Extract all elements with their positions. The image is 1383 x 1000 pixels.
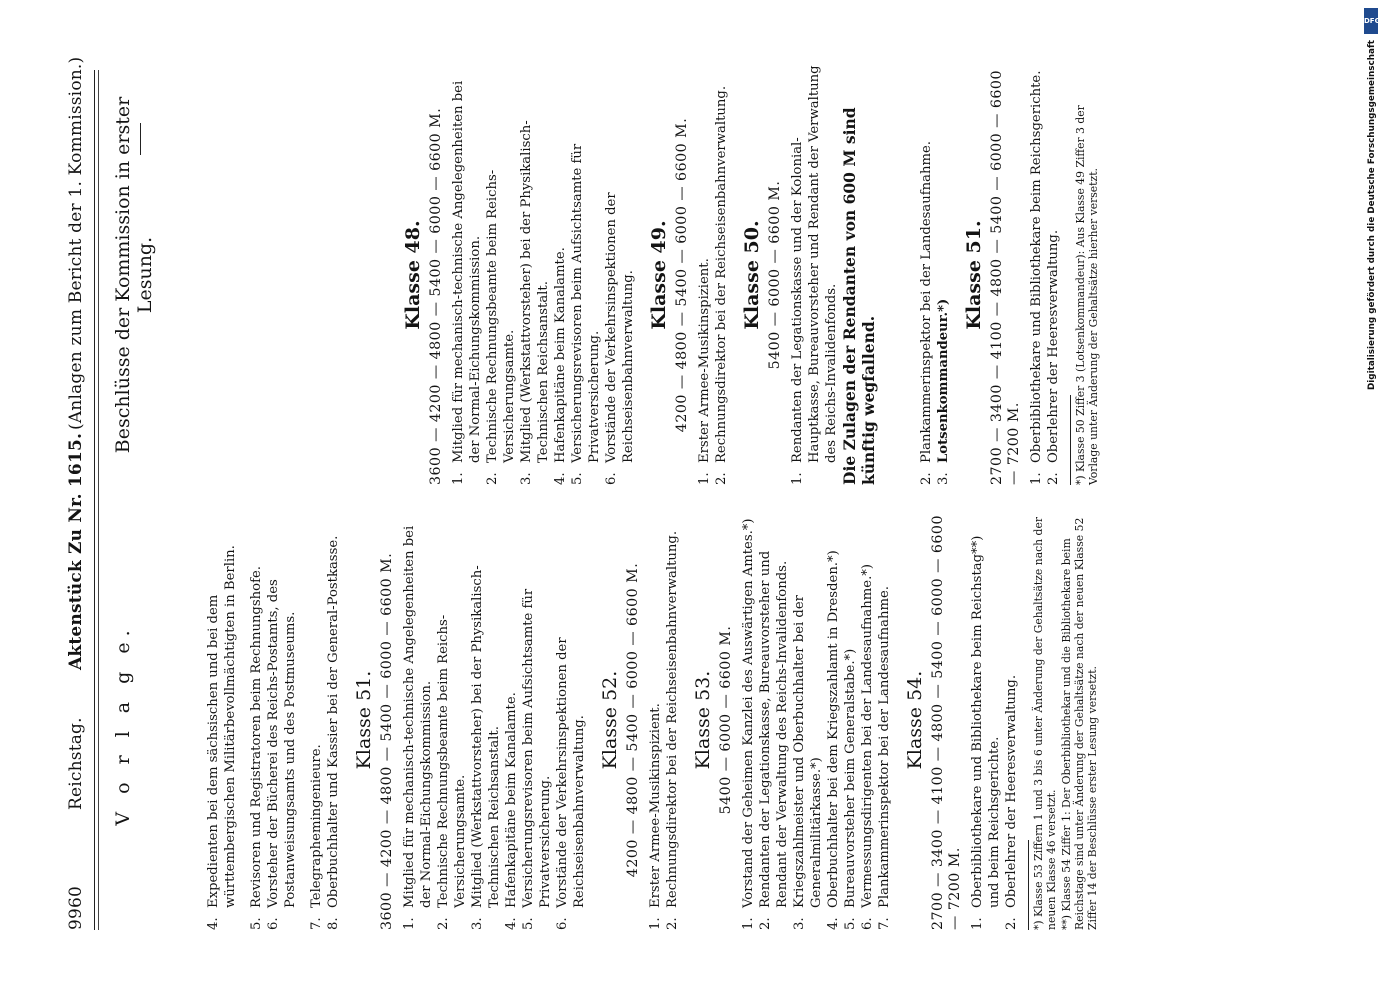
list-item: 2. Rendanten der Legationskasse, Bureauvorsteher und Rendant der Verwaltung des Reichs-Invalidenfonds. xyxy=(758,550,790,930)
running-header xyxy=(60,56,92,930)
list-item: 1. Rendanten der Legationskasse und der Kolonial-Hauptkasse, Bureauvorsteher und Rendant der Verwaltung des Reichs-Invalidenfonds. xyxy=(790,65,839,485)
dfg-watermark xyxy=(1364,8,1381,391)
list-item: 4. Hafenkapitäne beim Kanalamte. xyxy=(504,692,519,930)
list-item: 5. Bureauvorsteher beim Generalstabe.*) xyxy=(843,648,858,930)
list-item: 6. Vermessungsdirigenten bei der Landesaufnahme.*) xyxy=(860,563,875,930)
section-title: Klasse 48. xyxy=(402,220,424,330)
list-item: 4. Expedienten bei dem sächsischen und bei dem württembergischen Militärbevollmächtigten in Berlin. xyxy=(206,545,238,930)
list-item: 3. Mitglied (Werkstattvorsteher) bei der Physikalisch-Technischen Reichsanstalt. xyxy=(519,120,551,485)
header-rule xyxy=(94,70,95,930)
page-number: 9960 xyxy=(66,885,86,930)
list-item: 3. Mitglied (Werkstattvorsteher) bei der Physikalisch-Technischen Reichsanstalt. xyxy=(470,565,502,930)
list-item: 2. Rechnungsdirektor bei der Reichseisenbahnverwaltung. xyxy=(665,530,680,930)
list-item: 6. Vorstände der Verkehrsinspektionen der Reichseisenbahnverwaltung. xyxy=(604,192,636,485)
list-item: 1. Vorstand der Geheimen Kanzlei des Auswärtigen Amtes.*) xyxy=(741,518,756,930)
salary-scale: 2700 — 3400 — 4100 — 4800 — 5400 — 6000 — 6600 — 7200 M. xyxy=(989,70,1022,485)
section-title: Klasse 51. xyxy=(353,670,375,770)
list-item: 1. Oberbibliothekare und Bibliothekare beim Reichstag**) und beim Reichsgerichte. xyxy=(970,535,1002,930)
header-center: Aktenstück Zu Nr. 1615. xyxy=(66,432,86,670)
list-item: 4. Hafenkapitäne beim Kanalamte. xyxy=(553,247,568,485)
list-item: 2. Technische Rechnungsbeamte beim Reichs-Versicherungsamte. xyxy=(485,169,517,485)
header-right: (Anlagen zum Bericht der 1. Kommission.) xyxy=(66,56,86,430)
section-title: Klasse 49. xyxy=(648,220,670,330)
list-item: 1. Erster Armee-Musikinspizient. xyxy=(697,258,712,485)
list-item: 6. Vorstände der Verkehrsinspektionen der Reichseisenbahnverwaltung. xyxy=(555,637,587,930)
section-title: Klasse 51. xyxy=(963,220,985,330)
salary-scale: 3600 — 4200 — 4800 — 5400 — 6000 — 6600 M. xyxy=(428,107,444,485)
salary-scale: 4200 — 4800 — 5400 — 6000 — 6600 M. xyxy=(625,562,641,878)
section-title: Klasse 52. xyxy=(599,670,621,770)
list-item: 1. Erster Armee-Musikinspizient. xyxy=(648,703,663,930)
dfg-credit-text: Digitalisierung gefördert durch die Deutsche Forschungsgemeinschaft xyxy=(1367,40,1377,391)
section-title: Klasse 53. xyxy=(692,670,714,770)
heading-rule xyxy=(140,123,141,155)
header-left: Reichstag. xyxy=(66,717,86,810)
list-item: 1. Mitglied für mechanisch-technische Angelegenheiten bei der Normal-Eichungskommission. xyxy=(402,525,434,930)
section-title: Klasse 54. xyxy=(904,670,926,770)
left-column-heading: V o r l a g e. xyxy=(112,624,134,826)
section-title: Klasse 50. xyxy=(741,220,763,330)
salary-scale: 5400 — 6000 — 6600 M. xyxy=(718,625,734,815)
dfg-logo-icon: DFG xyxy=(1364,8,1378,34)
footnote-rule xyxy=(1070,395,1071,485)
list-item: 8. Oberbuchhalter und Kassier bei der General-Postkasse. xyxy=(326,535,341,930)
list-item: 3. Kriegszahlmeister und Oberbuchhalter bei der Generalmilitärkasse.*) xyxy=(792,595,824,930)
list-item: 1. Mitglied für mechanisch-technische Angelegenheiten bei der Normal-Eichungskommission. xyxy=(451,80,483,485)
list-item: 5. Versicherungsrevisoren beim Aufsichtsamte für Privatversicherung. xyxy=(570,143,602,485)
right-column-heading: Beschlüsse der Kommission in erster Lesung. xyxy=(112,96,156,454)
salary-scale: 3600 — 4200 — 4800 — 5400 — 6000 — 6600 M. xyxy=(379,552,395,930)
footnote-rule xyxy=(1028,840,1029,930)
list-item: 4. Oberbuchhalter bei dem Kriegszahlamt in Dresden.*) xyxy=(826,550,841,930)
header-rule-thin xyxy=(98,70,99,930)
salary-scale: 2700 — 3400 — 4100 — 4800 — 5400 — 6000 — 6600 — 7200 M. xyxy=(930,515,963,930)
footnote: *) Klasse 53 Ziffern 1 und 3 bis 6 unter Änderung der Gehaltsätze nach der neuen Klasse 46 versetzt. xyxy=(1032,516,1058,930)
list-item: 5. Versicherungsrevisoren beim Aufsichtsamte für Privatversicherung. xyxy=(521,588,553,930)
list-item: 3. Lotsenkommandeur.*) xyxy=(936,298,951,485)
list-item: 7. Telegraphemingenieure. xyxy=(309,744,324,930)
bold-note: Die Zulagen der Rendanten von 600 M sind künftig wegfallend. xyxy=(840,107,878,485)
footnote: **) Klasse 54 Ziffer 1: Der Oberbibliothekar und die Bibliothekare beim Reichstage sind unter Änderung der Gehaltsätze nach der neuen Klasse 52 Ziffer 14 der Beschlüsse erster Lesung versetzt. xyxy=(1060,517,1099,930)
salary-scale: 4200 — 4800 — 5400 — 6000 — 6600 M. xyxy=(674,117,690,433)
list-item: 2. Plankammerinspektor bei der Landesaufnahme. xyxy=(919,141,934,485)
salary-scale: 5400 — 6000 — 6600 M. xyxy=(767,180,783,370)
list-item: 7. Plankammerinspektor bei der Landesaufnahme. xyxy=(877,586,892,930)
list-item: 2. Oberlehrer der Heeresverwaltung. xyxy=(1004,674,1019,930)
list-item: 1. Oberbibliothekare und Bibliothekare beim Reichsgerichte. xyxy=(1029,70,1044,485)
footnote: *) Klasse 50 Ziffer 3 (Lotsenkommandeur): Aus Klasse 49 Ziffer 3 der Vorlage unter Änderung der Gehaltsätze hierher versetzt. xyxy=(1074,105,1100,485)
list-item: 5. Revisoren und Registratoren beim Rechnungshofe. xyxy=(249,566,264,930)
list-item: 6. Vorsteher der Bücherei des Reichs-Postamts, des Postanweisungsamts und des Postmuseums. xyxy=(266,579,298,930)
left-column xyxy=(205,510,1099,930)
list-item: 2. Rechnungsdirektor bei der Reichseisenbahnverwaltung. xyxy=(714,85,729,485)
list-item: 2. Oberlehrer der Heeresverwaltung. xyxy=(1046,229,1061,485)
list-item: 2. Technische Rechnungsbeamte beim Reichs-Versicherungsamte. xyxy=(436,614,468,930)
right-column xyxy=(402,65,1100,485)
